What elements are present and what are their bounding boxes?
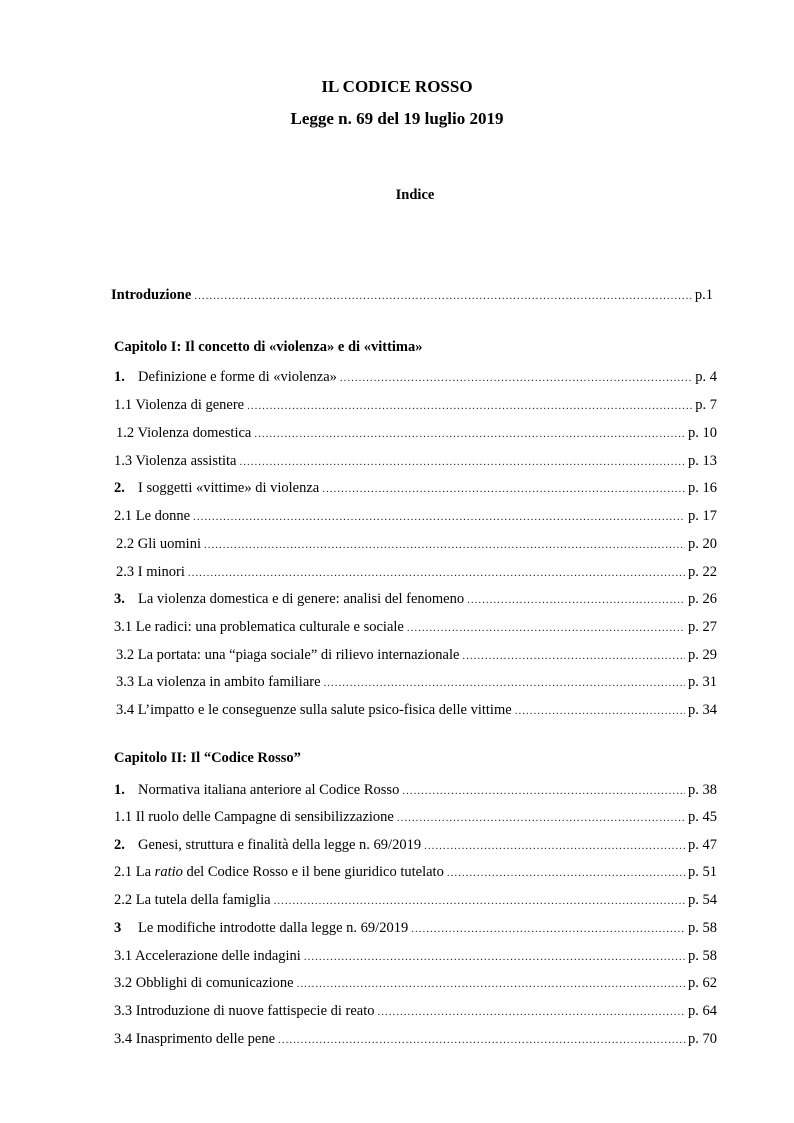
toc-entry [114, 780, 717, 800]
toc-leader-dots [424, 836, 685, 856]
toc-entry-introduction [111, 285, 713, 305]
toc-entry-page: p. 31 [688, 674, 717, 690]
toc-entry-page: p. 17 [688, 508, 717, 524]
toc-entry [114, 946, 717, 966]
toc-entry [114, 617, 717, 637]
toc-leader-dots [340, 368, 692, 388]
toc-entry-page: p. 62 [688, 975, 717, 991]
toc-entry-label: Definizione e forme di «violenza» [138, 369, 337, 385]
toc-entry-label: Genesi, struttura e finalità della legge n. 69/2019 [138, 837, 422, 853]
toc-leader-dots [411, 919, 685, 939]
toc-entry-label: 3.4 Inasprimento delle pene [114, 1031, 276, 1047]
toc-entry-page: p. 34 [688, 702, 717, 718]
toc-entry [114, 890, 717, 910]
toc-entry-page: p. 4 [695, 369, 717, 385]
toc-leader-dots [297, 974, 685, 994]
toc-entry-number: 3 [114, 920, 122, 936]
toc-entry-page: p. 51 [688, 864, 717, 880]
chapter-2-heading: Capitolo II: Il “Codice Rosso” [114, 750, 301, 766]
toc-leader-dots [274, 891, 685, 911]
toc-entry-label: I soggetti «vittime» di violenza [138, 480, 320, 496]
toc-entry-page: p. 29 [688, 647, 717, 663]
toc-entry-label-pre: 2.1 La [114, 864, 155, 880]
toc-entry-page: p. 47 [688, 837, 717, 853]
index-heading: Indice [395, 187, 435, 203]
toc-entry-page: p. 45 [688, 809, 717, 825]
toc-leader-dots [240, 452, 686, 472]
toc-leader-dots [378, 1002, 685, 1022]
toc-leader-dots [254, 424, 685, 444]
toc-entry-page: p. 16 [688, 480, 717, 496]
toc-entry [114, 807, 717, 827]
toc-entry-label: 3.1 Le radici: una problematica culturale e sociale [114, 619, 404, 635]
toc-leader-dots [447, 863, 685, 883]
document-subtitle: Legge n. 69 del 19 luglio 2019 [290, 109, 504, 128]
toc-entry-label-italic: ratio [154, 864, 183, 880]
toc-entry-label: 3.3 La violenza in ambito familiare [116, 674, 321, 690]
toc-entry-number: 3. [114, 591, 125, 607]
toc-entry-label: Le modifiche introdotte dalla legge n. 69/2019 [138, 920, 409, 936]
toc-entry [116, 700, 717, 720]
toc-entry-page: p. 26 [688, 591, 717, 607]
toc-entry-label: 3.1 Accelerazione delle indagini [114, 948, 301, 964]
toc-leader-dots [462, 646, 685, 666]
toc-leader-dots [324, 673, 685, 693]
toc-entry [114, 451, 717, 471]
toc-entry-page: p. 20 [688, 536, 717, 552]
toc-entry-page: p. 13 [688, 453, 717, 469]
chapter-1-heading: Capitolo I: Il concetto di «violenza» e di «vittima» [114, 339, 423, 355]
toc-leader-dots [407, 618, 685, 638]
toc-leader-dots [278, 1030, 685, 1050]
toc-entry [114, 589, 717, 609]
toc-entry-page: p. 58 [688, 920, 717, 936]
toc-leader-dots [402, 781, 685, 801]
toc-entry [114, 862, 717, 882]
toc-leader-dots [515, 701, 685, 721]
toc-leader-dots [304, 947, 685, 967]
toc-entry-label [114, 862, 444, 882]
toc-entry-page: p. 27 [688, 619, 717, 635]
toc-entry [114, 367, 717, 387]
toc-leader-dots [247, 396, 692, 416]
toc-entry [116, 672, 717, 692]
toc-entry-label: 2.3 I minori [116, 564, 185, 580]
toc-entry-label: 2.1 Le donne [114, 508, 191, 524]
toc-leader-dots [322, 479, 685, 499]
toc-entry [114, 395, 717, 415]
toc-entry [114, 973, 717, 993]
toc-entry-label: 3.4 L’impatto e le conseguenze sulla salute psico-fisica delle vittime [116, 702, 512, 718]
toc-entry-label: 1.1 Il ruolo delle Campagne di sensibilizzazione [114, 809, 394, 825]
toc-entry-label: La violenza domestica e di genere: analisi del fenomeno [138, 591, 465, 607]
toc-entry-label: Normativa italiana anteriore al Codice Rosso [138, 782, 400, 798]
toc-leader-dots [188, 563, 685, 583]
toc-entry [114, 1001, 717, 1021]
toc-entry-page: p. 7 [695, 397, 717, 413]
toc-entry-page: p. 64 [688, 1003, 717, 1019]
toc-entry-label: 2.2 Gli uomini [116, 536, 201, 552]
toc-entry-page: p. 38 [688, 782, 717, 798]
toc-entry-label-post: del Codice Rosso e il bene giuridico tutelato [182, 864, 444, 880]
toc-entry-page: p. 54 [688, 892, 717, 908]
toc-leader-dots [204, 535, 685, 555]
toc-entry [114, 1029, 717, 1049]
toc-entry [116, 423, 717, 443]
toc-entry [116, 534, 717, 554]
toc-entry [114, 478, 717, 498]
document-title: IL CODICE ROSSO [321, 77, 473, 96]
toc-entry-page: p. 10 [688, 425, 717, 441]
toc-entry [116, 645, 717, 665]
toc-entry-page: p.1 [694, 287, 713, 303]
toc-entry [114, 835, 717, 855]
toc-entry-number: 2. [114, 837, 125, 853]
toc-leader-dots [194, 286, 692, 306]
toc-entry-label: 3.2 La portata: una “piaga sociale” di rilievo internazionale [116, 647, 460, 663]
toc-entry-label: 2.2 La tutela della famiglia [114, 892, 271, 908]
toc-entry [114, 918, 717, 938]
toc-entry [116, 562, 717, 582]
toc-entry-label: 1.1 Violenza di genere [114, 397, 245, 413]
toc-leader-dots [397, 808, 685, 828]
toc-entry-number: 2. [114, 480, 125, 496]
toc-entry-number: 1. [114, 369, 125, 385]
toc-leader-dots [467, 590, 685, 610]
toc-entry-page: p. 58 [688, 948, 717, 964]
toc-entry-label: 3.2 Obblighi di comunicazione [114, 975, 294, 991]
toc-entry-page: p. 70 [688, 1031, 717, 1047]
toc-entry-label: 1.3 Violenza assistita [114, 453, 237, 469]
toc-entry-label: 3.3 Introduzione di nuove fattispecie di reato [114, 1003, 375, 1019]
toc-entry-label: 1.2 Violenza domestica [116, 425, 252, 441]
toc-entry [114, 506, 717, 526]
toc-entry-label: Introduzione [111, 287, 192, 303]
toc-leader-dots [193, 507, 685, 527]
toc-entry-page: p. 22 [688, 564, 717, 580]
toc-entry-number: 1. [114, 782, 125, 798]
